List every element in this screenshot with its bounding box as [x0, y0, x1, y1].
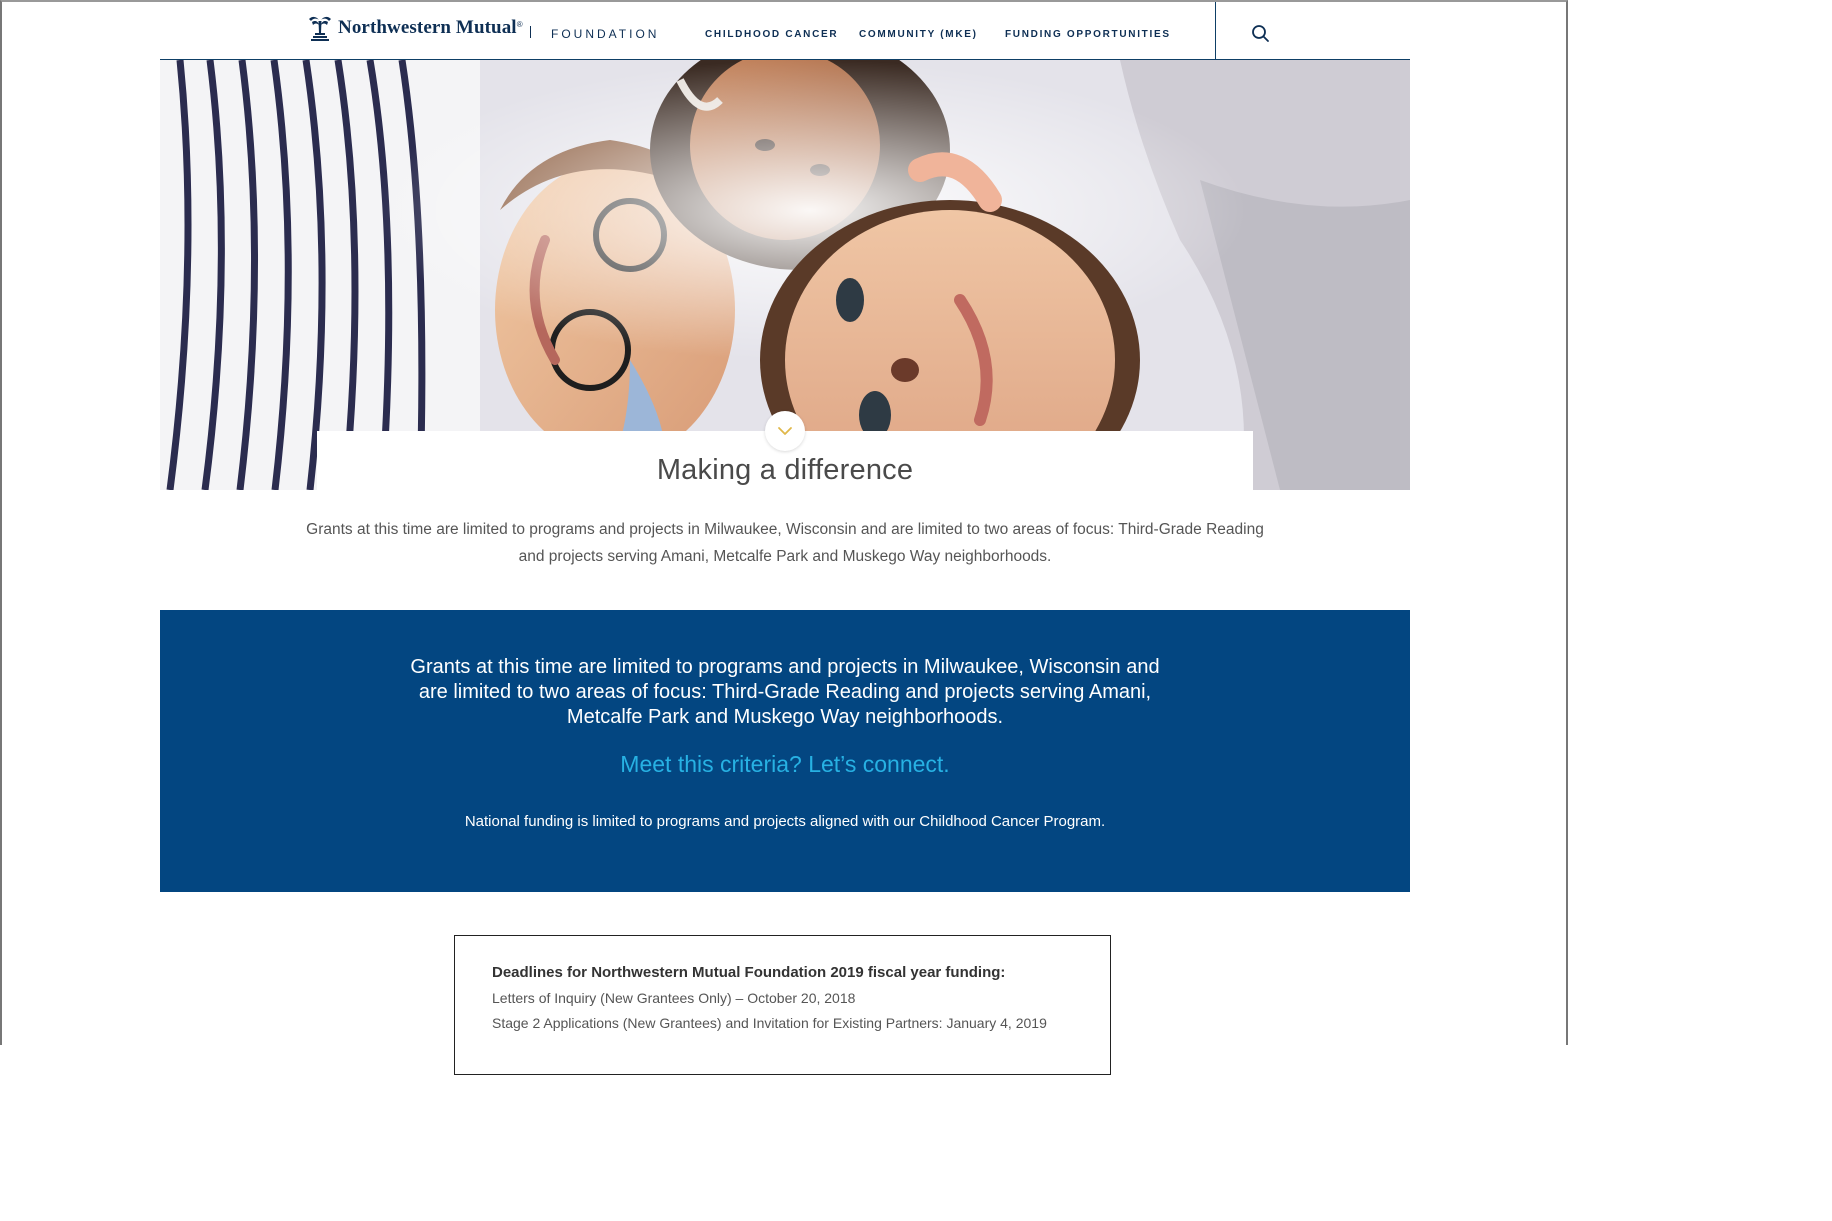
connect-link[interactable]: Meet this criteria? Let’s connect. [620, 751, 950, 777]
page-title: Making a difference [656, 454, 914, 486]
chevron-down-icon [777, 426, 793, 436]
criteria-text: Grants at this time are limited to programs and projects in Milwaukee, Wisconsin and are limited to two areas of focus: Third-Grade Reading and projects serving Amani, Metcalfe Park and Muskego Way neighborhoods. [410, 656, 1160, 728]
brand-logo[interactable] [306, 14, 523, 42]
search-icon [1250, 23, 1272, 45]
search-button[interactable] [1250, 23, 1272, 45]
brand-section-label: FOUNDATION [551, 27, 660, 41]
deadlines-title: Deadlines for Northwestern Mutual Foundation 2019 fiscal year funding: [492, 964, 1006, 981]
deadline-item: Stage 2 Applications (New Grantees) and Invitation for Existing Partners: January 4, 2019 [492, 1015, 1047, 1031]
nav-divider [1215, 2, 1216, 60]
nav-item-childhood-cancer[interactable]: CHILDHOOD CANCER [705, 29, 839, 40]
deadline-item: Letters of Inquiry (New Grantees Only) – October 20, 2018 [492, 990, 856, 1006]
logo-separator [530, 26, 531, 38]
national-funding-note: National funding is limited to programs and projects aligned with our Childhood Cancer Program. [464, 813, 1106, 830]
scroll-down-button[interactable] [765, 411, 805, 451]
brand-name: Northwestern Mutual [338, 17, 517, 38]
site-header [2, 2, 1570, 60]
main-nav [705, 29, 1185, 40]
nav-item-community-mke[interactable]: COMMUNITY (MKE) [859, 29, 978, 40]
nav-item-funding-opportunities[interactable]: FUNDING OPPORTUNITIES [1005, 29, 1171, 40]
brand-registered-mark: ® [516, 19, 523, 29]
fountain-logo-icon [306, 15, 334, 41]
deadlines-box [454, 935, 1111, 1075]
intro-text: Grants at this time are limited to programs and projects in Milwaukee, Wisconsin and are limited to two areas of focus: Third-Grade Reading and projects serving Amani, Metcalfe Park and Muskego Way neighborhoods. [306, 521, 1264, 565]
